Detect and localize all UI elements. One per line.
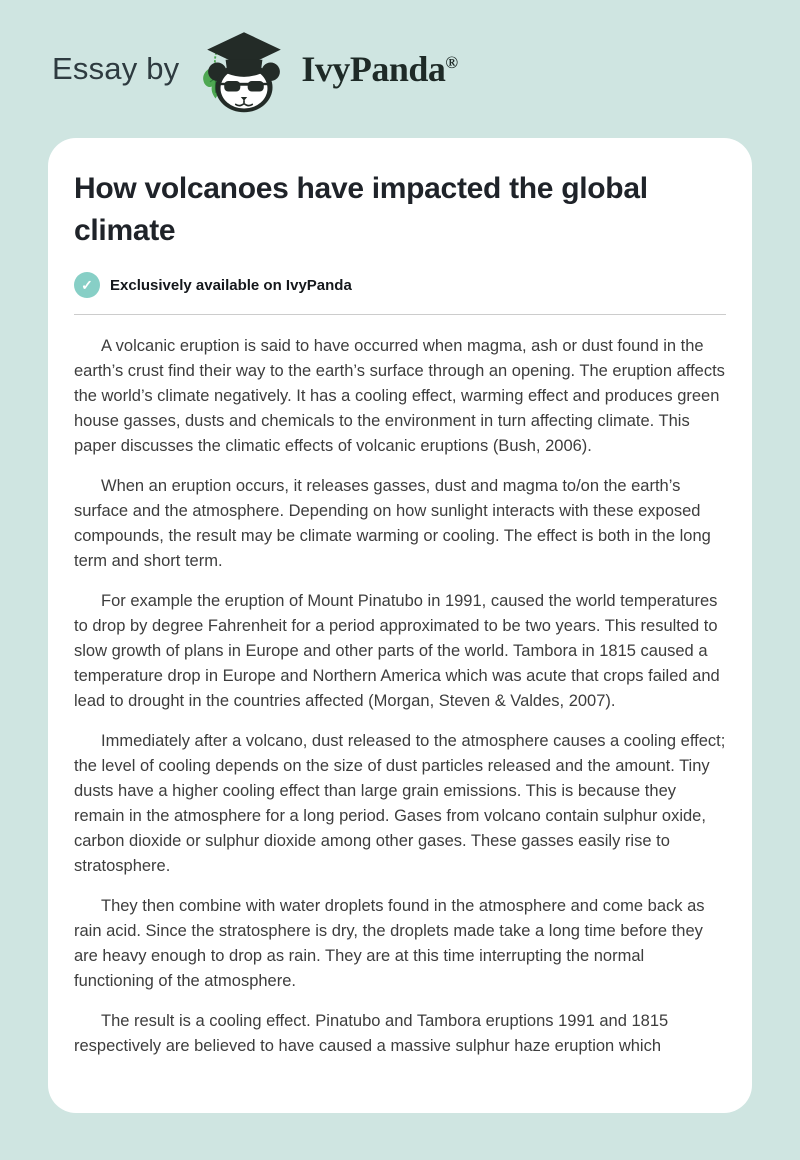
essay-card xyxy=(48,138,752,1113)
ivypanda-logo[interactable] xyxy=(193,23,457,115)
check-circle-icon: ✓ xyxy=(74,272,100,298)
essay-paragraph: Immediately after a volcano, dust released to the atmosphere causes a cooling effect; the level of cooling depends on the size of dust particles released and the amount. Tiny dusts have a higher cooling effect than large grain emissions. This is because they remain in the atmosphere for a long period. Gases from volcano contain sulphur oxide, carbon dioxide or sulphur dioxide among other gases. These gasses easily rise to stratosphere. xyxy=(74,732,726,875)
essay-paragraph: For example the eruption of Mount Pinatubo in 1991, caused the world temperatures to drop by degree Fahrenheit for a period approximated to be two years. This resulted to slow growth of plans in Europe and other parts of the world. Tambora in 1815 caused a temperature drop in Europe and Northern America which was acute that crops failed and lead to drought in the countries affected (Morgan, Steven & Valdes, 2007). xyxy=(74,592,720,710)
essay-paragraph: They then combine with water droplets found in the atmosphere and come back as rain acid. Since the stratosphere is dry, the droplets made take a long time before they are heavy enough to drop as rain. They are at this time interrupting the normal functioning of the atmosphere. xyxy=(74,897,705,990)
page-header xyxy=(0,0,800,138)
brand-name: IvyPanda® xyxy=(301,49,458,89)
essay-paragraph: When an eruption occurs, it releases gasses, dust and magma to/on the earth’s surface and the atmosphere. Depending on how sunlight interacts with these exposed compounds, the result may be climate warming or cooling. The effect is both in the long term and short term. xyxy=(74,477,711,570)
essay-paragraph: The result is a cooling effect. Pinatubo and Tambora eruptions 1991 and 1815 respectively are believed to have caused a massive sulphur haze eruption which xyxy=(74,1012,669,1055)
essay-by-label: Essay by xyxy=(52,51,180,86)
essay-body xyxy=(74,334,726,1059)
registered-trademark: ® xyxy=(445,53,458,72)
availability-row xyxy=(74,272,726,298)
essay-paragraph: A volcanic eruption is said to have occurred when magma, ash or dust found in the earth’s crust find their way to the earth’s surface through an opening. The eruption affects the world’s climate negatively. It has a cooling effect, warming effect and produces green house gasses, dusts and chemicals to the environment in turn affecting climate. This paper discusses the climatic effects of volcanic eruptions (Bush, 2006). xyxy=(74,337,725,455)
availability-label: Exclusively available on IvyPanda xyxy=(110,276,352,294)
essay-title: How volcanoes have impacted the global climate xyxy=(74,172,648,247)
panda-graduate-icon xyxy=(193,23,295,115)
header-divider xyxy=(74,314,726,315)
